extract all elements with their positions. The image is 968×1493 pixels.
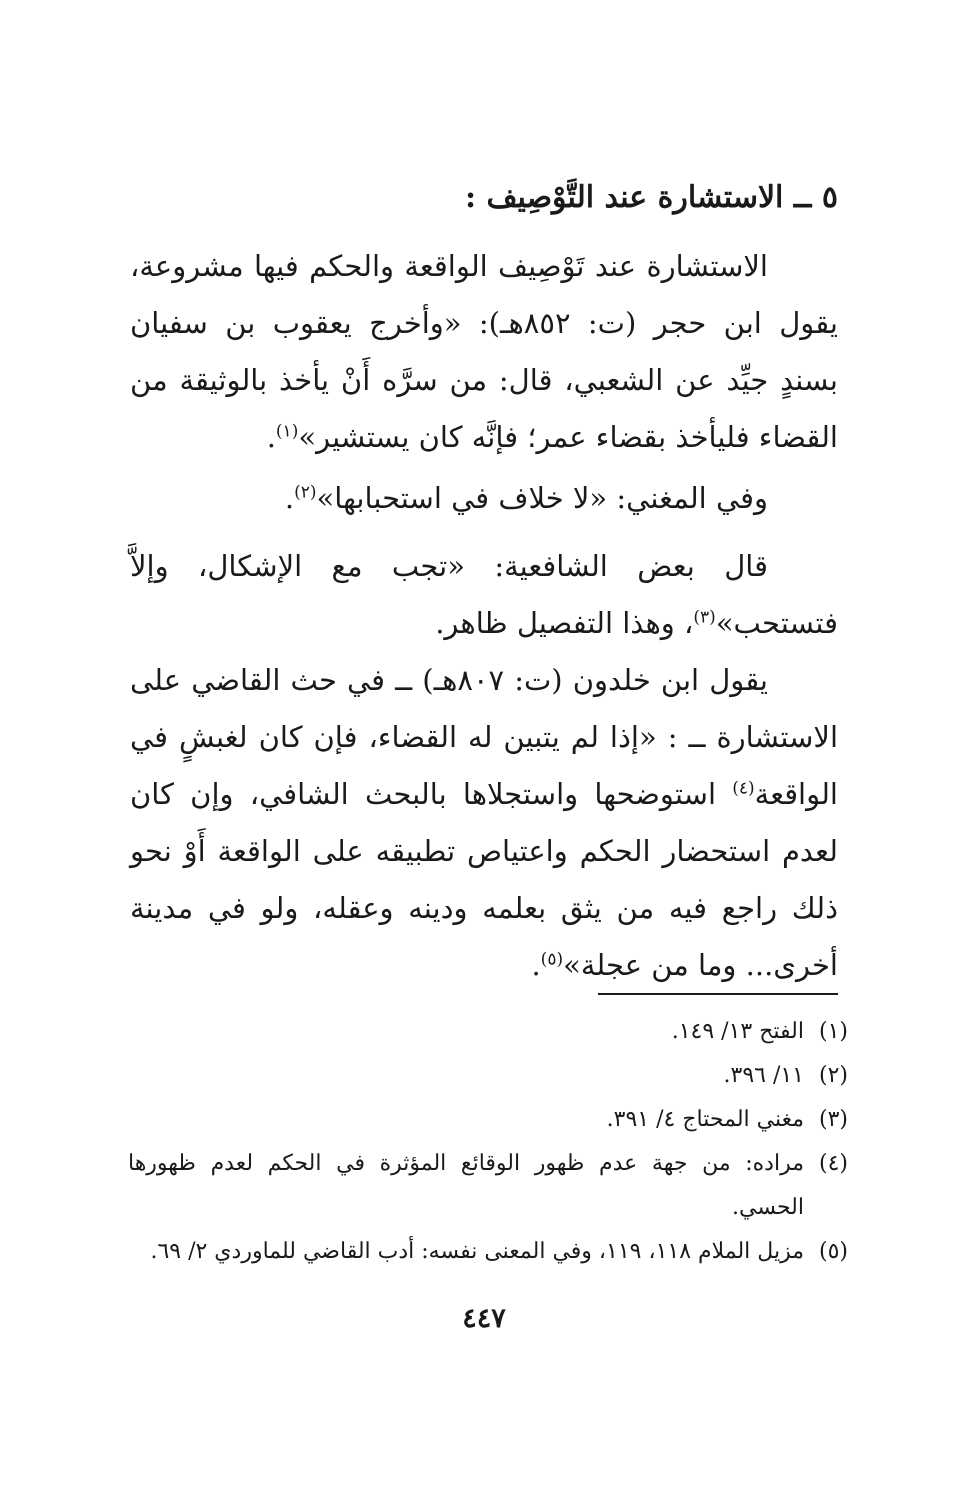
footnote-separator: [598, 993, 838, 995]
footnote-reference[interactable]: (٣): [693, 607, 716, 628]
paragraph-text-continued: استوضحها واستجلاها بالبحث الشافي، وإن كان لعدم استحضار الحكم واعتياص تطبيقه على الواقعة أَوْ نحو ذلك راجع فيه من يثق بعلمه ودينه وعقله، ولو في مدينة أخرى... وما من عجلة»: [130, 777, 838, 982]
paragraph-text-continued: ، وهذا التفصيل ظاهر.: [435, 606, 694, 640]
page-number: ٤٤٧: [462, 1303, 506, 1334]
section-heading: ٥ ــ الاستشارة عند التَّوْصِيف :: [464, 180, 838, 215]
footnote-text: مراده: من جهة عدم ظهور الوقائع المؤثرة في الحكم لعدم ظهورها الحسي.: [128, 1151, 804, 1220]
footnote-number: (٥): [818, 1239, 848, 1264]
paragraph-text: يقول ابن خلدون (ت: ٨٠٧هـ) ــ في حث القاضي على الاستشارة ــ : «إذا لم يتبين له القضاء، فإن كان لغبشٍ في الواقعة: [130, 663, 838, 811]
paragraph-mughni: [130, 470, 838, 527]
footnote-item: [128, 1142, 848, 1230]
paragraph-text: وفي المغني: «لا خلاف في استحبابها»: [316, 481, 768, 515]
footnote-text: الفتح ١٣/ ١٤٩.: [671, 1019, 804, 1044]
footnote-item: [128, 1010, 848, 1054]
footnote-item: [128, 1230, 848, 1274]
footnote-text: ١١/ ٣٩٦.: [723, 1063, 804, 1088]
footnote-text: مزيل الملام ١١٨، ١١٩، وفي المعنى نفسه: أدب القاضي للماوردي ٢/ ٦٩.: [150, 1239, 804, 1264]
paragraph-end: .: [266, 420, 276, 454]
paragraph-text: قال بعض الشافعية: «تجب مع الإشكال، وإلاَّ فتستحب»: [130, 549, 838, 640]
footnote-text: مغني المحتاج ٤/ ٣٩١.: [606, 1107, 804, 1132]
footnote-reference[interactable]: (٥): [540, 949, 564, 970]
footnote-number: (٢): [818, 1063, 848, 1088]
footnote-item: [128, 1054, 848, 1098]
footnote-reference[interactable]: (١): [275, 421, 299, 442]
footnote-number: (٣): [818, 1107, 848, 1132]
footnotes-list: [128, 1010, 848, 1274]
footnote-reference[interactable]: (٢): [294, 482, 317, 503]
paragraph-end: .: [531, 948, 541, 982]
paragraph-ibn-khaldun: [130, 652, 838, 994]
paragraph-text: الاستشارة عند تَوْصِيف الواقعة والحكم فيها مشروعة، يقول ابن حجر (ت: ٨٥٢هـ): «وأخرج يعقوب بن سفيان بسندٍ جيِّد عن الشعبي، قال: من سرَّه أَنْ يأخذ بالوثيقة من القضاء فليأخذ بقضاء عمر؛ فإنَّه كان يستشير»: [130, 249, 839, 454]
paragraph-shafiiya: [130, 538, 838, 652]
paragraph-consultation-legitimacy: [130, 238, 838, 466]
footnote-number: (٤): [818, 1151, 848, 1176]
footnote-reference[interactable]: (٤): [732, 778, 755, 799]
footnote-item: [128, 1098, 848, 1142]
footnote-number: (١): [818, 1019, 848, 1044]
paragraph-end: .: [284, 481, 295, 515]
